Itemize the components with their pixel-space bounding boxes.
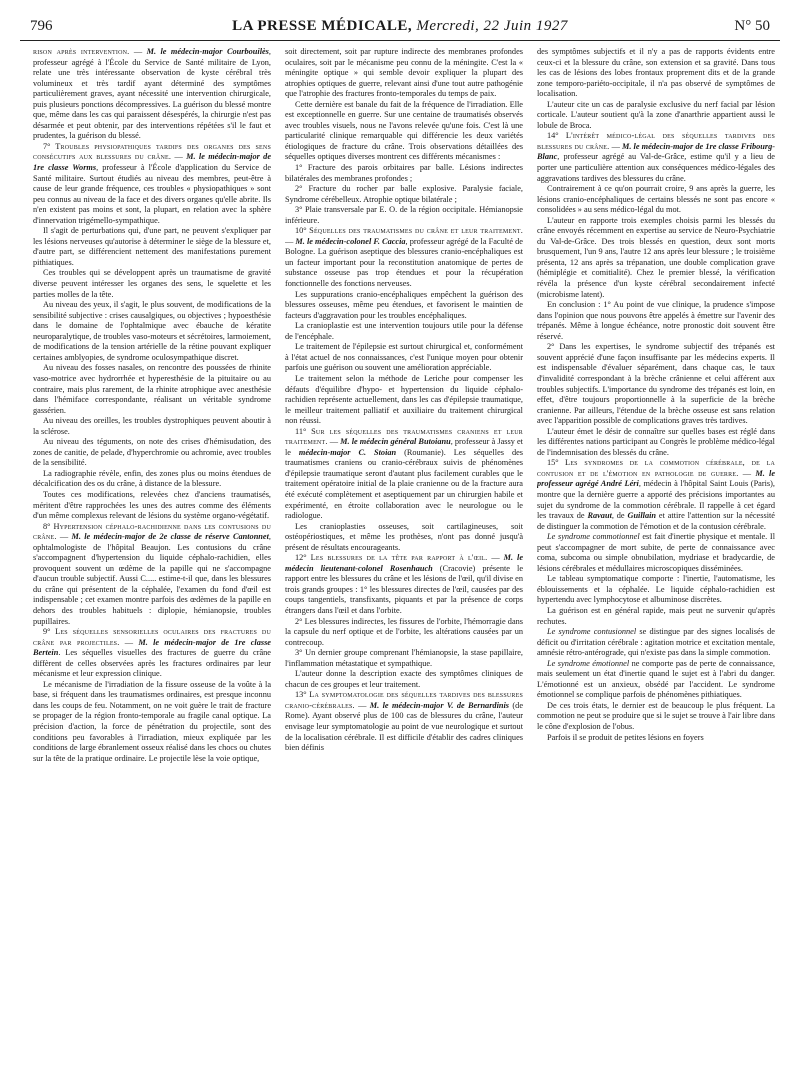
text-run: Les suppurations cranio-encéphaliques empêchent la guérison des blessures osseuses, même peu étendues, et favorisent le maintien de facteurs d'aggravation pour les troubles encéphaliques. — [285, 289, 523, 320]
text-run: 12° — [295, 553, 311, 563]
paragraph — [537, 606, 775, 627]
text-run: Guillain — [627, 511, 657, 521]
paragraph — [537, 300, 775, 342]
publication-name: LA PRESSE MÉDICALE, — [232, 18, 413, 34]
paragraph — [537, 427, 775, 459]
text-run: Au niveau des téguments, on note des crises d'hémisudation, des zones de canitie, de pelade, d'hyperchromie ou achromie, avec troubles de la sensibilité. — [33, 437, 271, 468]
text-run: M. le médecin lieutenant-colonel Rosenhauch — [285, 553, 523, 573]
paragraph — [537, 733, 775, 744]
paragraph — [537, 458, 775, 532]
text-run: Le traitement de l'épilepsie est surtout chirurgical et, conformément à l'état actuel de nos connaissances, c'est l'unique moyen pour obtenir parfois une guérison ou souvent une amélioration appréciable. — [285, 342, 523, 373]
text-run: — — [609, 141, 622, 151]
paragraph — [285, 522, 523, 554]
text-run: Ravaut — [587, 511, 612, 521]
text-run: est fait d'inertie physique et mentale. Il peut s'accompagner de mort subite, de perte de connaissance avec coma, subcoma ou simple obnubilation, mydriase et bradycardie, de lésions cérébrales et médullaires microscopiques disséminées. — [537, 532, 775, 573]
text-run: — — [738, 468, 756, 478]
text-run: Contrairement à ce qu'on pourrait croire, 9 ans après la guerre, les lésions cranio-encéphaliques de certains blessés ne sont pas encore « consolidées » au sens médico-légal du mot. — [537, 184, 775, 215]
text-run: rison après intervention. — [33, 47, 130, 56]
text-run: , professeur agrégé à l'École du Service de Santé militaire de Lyon, relate une très intéressante observation de kyste cérébral très volumineux et très tardif ayant déterminé des symptômes particulièrement graves, ayant nécessité une intervention chirurgicale, puis plusieurs ponctions décompressives. La guérison du blessé montre que, même dans les cas qui paraissent désespérés, la chirurgie n'est pas désarmée et peut obtenir, par des interventions répétées s'il le faut et prudentes, la guérison du blessé. — [33, 47, 271, 141]
text-run: Au niveau des oreilles, les troubles dystrophiques peuvent aboutir à la sclérose. — [33, 416, 271, 436]
text-run: (Cracovie) présente le rapport entre les blessures du crâne et les lésions de l'œil, qu'il divise en trois grands groupes : 1° les blessures directes de l'œil, causées par des coups tangentiels, transfixants, piquants et par la présence de corps étrangers dans l'œil et dans l'orbite. — [285, 563, 523, 615]
paragraph — [33, 363, 271, 416]
text-run: , professeur agrégé au Val-de-Grâce, estime qu'il y a lieu de porter une particulière attention aux conséquences médico-légales des aggravations tardives des blessures du crâne. — [537, 152, 775, 183]
text-run: — — [487, 553, 504, 563]
text-run: M. le médecin-major de 1re classe Bertein — [33, 637, 271, 658]
paragraph — [537, 184, 775, 216]
text-run: soit directement, soit par rupture indirecte des membranes profondes oculaires, soit par le mécanisme peu connu de la méningite. C'est la « méningite optique » qui semble devoir expliquer la plupart des atrophies optiques de guerre, relevant ainsi d'une tout autre pathogénie que l'atrophie des fractures fronto-temporales du temps de paix. — [285, 47, 523, 99]
text-run: Hypertension céphalo-rachidienne dans les contusions du crâne. — [33, 521, 271, 542]
paragraph — [285, 374, 523, 427]
paragraph — [537, 574, 775, 606]
paragraph — [285, 321, 523, 342]
paragraph — [285, 427, 523, 522]
text-run: 3° Plaie transversale par E. O. de la région occipitale. Hémianopsie inférieure. — [285, 205, 523, 225]
text-run: L'intérêt médico-légal des séquelles tardives des blessures du crâne. — [537, 131, 775, 151]
paragraph — [285, 184, 523, 205]
text-run: 3° Un dernier groupe comprenant l'hémianopsie, la stase papillaire, l'inflammation métastatique et sympathique. — [285, 648, 523, 668]
text-run: Les séquelles sensorielles oculaires des fractures du crâne par projectiles. — [33, 627, 271, 647]
text-run: Le syndrome émotionnel — [547, 658, 630, 668]
paragraph — [285, 648, 523, 669]
text-run: . Les séquelles visuelles des fractures de guerre du crâne diffèrent de celles observées après les fractures ordinaires par leur mécanisme et leur expression clinique. — [33, 648, 271, 679]
text-run: , de — [611, 511, 628, 521]
paragraph — [537, 131, 775, 184]
text-run: Troubles physiopathiques tardifs des organes des sens consécutifs aux blessures du crâne. — [33, 141, 271, 162]
paragraph — [33, 142, 271, 226]
text-run: , médecin à l'hôpital Saint Louis (Paris), montre que la dernière guerre a apporté des précisions importantes au sujet du syndrome de la commotion cérébrale. Il rappelle à cet égard les travaux de — [537, 479, 775, 521]
text-run: Les syndromes de la commotion cérébrale, de la contusion et de l'émotion en pathologie de guerre. — [537, 458, 775, 478]
paragraph — [33, 226, 271, 268]
text-run: ne comporte pas de perte de connaissance, mais seulement un état d'inertie quand le sujet est à l'abri du danger. L'émotionné est un anxieux, obsédé par l'accident. Le syndrome émotionnel se complique parfois de phénomènes pithiatiques. — [537, 658, 775, 700]
text-run: Le syndrome contusionnel — [547, 627, 637, 637]
text-run: Cette dernière est banale du fait de la fréquence de l'irradiation. Elle est exceptionnelle en guerre. Sur une centaine de traumatisés observés avec troubles visuels, nous ne l'avons relevée qu'une fois. C'est là une particularité clinique remarquable qui différencie les deux variétés étiologiques de fracture du crâne. Trois observations détaillées des séquelles optiques diverses montrent ces différents mécanismes : — [285, 99, 523, 162]
paragraph — [285, 690, 523, 753]
text-run: En conclusion : 1° Au point de vue clinique, la prudence s'impose dans l'opinion que nous pouvons être appelés à émettre sur l'avenir des trépanés. Même à longue échéance, notre pronostic doit souvent être réservé. — [537, 300, 775, 341]
text-run: La cranioplastie est une intervention toujours utile pour la défense de l'encéphale. — [285, 321, 523, 341]
text-run: Le tableau symptomatique comporte : l'inertie, l'automatisme, les éblouissements et la céphalée. Le liquide céphalo-rachidien est hypertendu avec lymphocytose et albuminose discrètes. — [537, 574, 775, 605]
text-run: Sur les séquelles des traumatismes craniens et leur traitement. — [285, 426, 523, 447]
paragraph — [285, 226, 523, 289]
paragraph — [285, 47, 523, 100]
paragraph — [285, 205, 523, 226]
page-number: 796 — [30, 18, 53, 34]
text-run: La symptomatologie des séquelles tardives des blessures cranio-cérébrales. — [285, 690, 523, 710]
text-columns — [33, 47, 777, 1077]
paragraph — [537, 532, 775, 574]
text-run: 1° Fracture des parois orbitaires par balle. Lésions indirectes bilatérales des membranes profondes ; — [285, 163, 523, 183]
text-run: M. le médecin-major de 1re classe Fribourg-Blanc — [537, 141, 775, 162]
text-run: 11° — [295, 426, 312, 436]
text-run: Le syndrome commotionnel — [547, 532, 640, 542]
issue-date: Mercredi, 22 Juin 1927 — [416, 18, 568, 34]
text-run: La guérison est en général rapide, mais peut ne survenir qu'après rechutes. — [537, 605, 775, 626]
text-run: — — [56, 532, 72, 542]
paragraph — [33, 490, 271, 522]
text-run: M. le médecin-colonel F. Caccia — [295, 236, 406, 246]
text-run: , professeur à l'École d'application du Service de Santé militaire. Surtout étudiés au niveau des membres, peut-être à cause de leur grande fréquence, ces troubles « physiopathiques » sont peu connus au niveau de la face et des divers organes qu'elle abrite. Ils n'en existent pas moins et sont, la plupart, en relation avec la sphère d'innervation trigémello-sympathique. — [33, 163, 271, 225]
text-run: , professeur agrégé de la Faculté de Bologne. La guérison aseptique des blessures cranio-encéphaliques est un facteur important pour la reconstitution anatomique de pertes de substance osseuse pas trop étendues et pour la récupération fonctionnelle des fonctions nerveuses. — [285, 236, 523, 289]
text-run: Il s'agit de perturbations qui, d'une part, ne peuvent s'expliquer par les lésions nerveuses qu'autorise à déterminer le siège de la blessure et, d'autre part, se différencient nettement des manifestations purement pithiatiques. — [33, 226, 271, 267]
text-run: 13° — [295, 690, 310, 700]
text-run: médecin-major C. Stoian — [298, 447, 397, 457]
text-run: (de Rome). Ayant observé plus de 100 cas de blessures du crâne, l'auteur envisage leur symptomatologie au point de vue neurologique et surtout de la localisation cérébrale. Il est difficile d'établir des cadres cliniques bien définis — [285, 700, 523, 753]
text-run: — — [327, 437, 341, 447]
text-run: M. le médecin-major de 2e classe de réserve Cantonnet — [71, 532, 269, 542]
running-title — [20, 18, 780, 35]
text-run: Séquelles des traumatismes du crâne et leur traitement. — [309, 226, 523, 236]
text-run: L'auteur donne la description exacte des symptômes cliniques de chacun de ces groupes et leur traitement. — [285, 669, 523, 689]
text-run: 2° Dans les expertises, le syndrome subjectif des trépanés est souvent apprécié d'une façon insuffisante par les médecins experts. Il est indispensable d'évaluer séparément, dans chaque cas, le taux d'invalidité correspondant à la brèche crânienne et celui afférent aux troubles subjectifs. L'importance du syndrome des trépanés est loin, en effet, d'être toujours proportionnelle à la superficie de la brèche cranienne. Par ailleurs, l'étendue de la brèche osseuse est sans relation avec l'apparition possible de complications graves très tardives. — [537, 342, 775, 426]
paragraph — [285, 290, 523, 322]
paragraph — [33, 47, 271, 142]
text-run: des symptômes subjectifs et il n'y a pas de rapports évidents entre ceux-ci et la blessure du crâne, son extension et sa gravité. Dans tous les cas de lésions des lobes frontaux proprement dits et de la grande zone temporo-pariéto-occipitale, il n'a pas observé de symptômes de localisation. — [537, 47, 775, 99]
text-run: L'auteur cite un cas de paralysie exclusive du nerf facial par lésion corticale. L'auteur soutient qu'à la zone d'anarthrie appartient aussi le lobule de Broca. — [537, 99, 775, 130]
text-run: Au niveau des yeux, il s'agit, le plus souvent, de modifications de la sensibilité subjective : crises causalgiques, ou objectives ; hypoesthésie dans le domaine de l'ophtalmique avec ébauche de kératite neuroparalytique, de troubles vaso-moteurs et sécrétoires, larmoiement, de modifications de la tension artérielle de la rétine pouvant expliquer certaines amblyopies, de syndrome oculosympathique discret. — [33, 300, 271, 362]
text-run: et attire l'attention sur la nécessité de distinguer la commotion de l'émotion et de la contusion cérébrale. — [537, 511, 775, 531]
paragraph — [537, 627, 775, 659]
column-right — [537, 47, 775, 1077]
text-run: De ces trois états, le dernier est de beaucoup le plus fréquent. La commotion ne peut se produire que si le sujet se trouve à l'air libre dans le cône d'explosion de l'obus. — [537, 700, 775, 731]
text-run: Les blessures de la tête par rapport à l'œil. — [310, 553, 488, 563]
text-run: M. le professeur agrégé André Léri — [537, 468, 775, 489]
text-run: — — [129, 47, 147, 56]
text-run: — — [171, 152, 187, 162]
text-run: M. le médecin-major Courbouilès — [146, 47, 269, 56]
paragraph — [33, 437, 271, 469]
text-run: Toutes ces modifications, relevées chez d'anciens traumatisés, méritent d'être rapprochées les unes des autres comme des éléments d'un même complexus relevant de lésions du système organo-végétatif. — [33, 489, 271, 521]
column-middle — [285, 47, 523, 1077]
page-header — [20, 18, 780, 38]
text-run: M. le médecin-major V. de Bernardinis — [369, 700, 510, 710]
paragraph — [285, 342, 523, 374]
paragraph — [285, 669, 523, 690]
text-run: 8° — [43, 521, 54, 531]
paragraph — [33, 416, 271, 437]
paragraph — [33, 522, 271, 627]
text-run: — — [354, 700, 370, 710]
text-run: se distingue par des signes localisés de déficit ou d'irritation cérébrale : agitation motrice et excitation mentale, amnésie rétro-antérograde, qui n'existe pas dans la simple commotion. — [537, 627, 775, 658]
text-run: Le traitement selon la méthode de Leriche pour compenser les défauts d'équilibre d'hypo- et hypertension du liquide céphalo-rachidien représente actuellement, dans les cas d'épilepsie traumatique, le meilleur traitement palliatif et auxiliaire du traitement chirurgical non réussi. — [285, 373, 523, 426]
text-run: , ophtalmologiste de l'hôpital Beaujon. Les contusions du crâne s'accompagnent d'hypertension du liquide céphalo-rachidien, elles provoquent souvent un œdème de la papille qui ne s'accompagne d'aucun trouble subjectif. Aussi C..... estime-t-il que, dans les blessures du crâne qui présentent de la céphalée, l'examen du fond d'œil est indispensable ; cet examen montre parfois des œdèmes de la papille en dehors des troubles habituels : diplopie, hémianopsie, troubles pupillaires. — [33, 532, 271, 626]
paragraph — [33, 680, 271, 764]
text-run: Le mécanisme de l'irradiation de la fissure osseuse de la voûte à la base, si fréquent dans les traumatismes ordinaires, est presque inconnu dans les coups de feu. Notamment, on ne voit guère le trait de fracture se propager de la région fronto-temporale au fragile canal optique. La précision d'action, la force de pénétration du projectile, sont des conditions peu favorables à l'irradiation, mieux expliquée par les conditions de large ébranlement osseux réalisé dans les chocs ou chutes sur la tête de la pratique ordinaire. Le projectile lèse la voie optique, — [33, 679, 271, 763]
column-left — [33, 47, 271, 1077]
text-run: Les cranioplasties osseuses, soit cartilagineuses, soit ostéopériostiques, et même les prothèses, n'ont pas donné jusqu'à présent de résultats encourageants. — [285, 521, 523, 552]
text-run: 15° — [547, 458, 566, 468]
text-run: 2° Fracture du rocher par balle explosive. Paralysie faciale, Syndrome cérébelleux. Atrophie optique bilatérale ; — [285, 184, 523, 204]
paragraph — [537, 342, 775, 426]
text-run: M. le médecin général Butoianu — [340, 437, 451, 447]
text-run: 2° Les blessures indirectes, les fissures de l'orbite, l'hémorragie dans la capsule du nerf optique et de l'orbite, les altérations causées par un contrecoup. — [285, 616, 523, 647]
paragraph — [537, 701, 775, 733]
text-run: , professeur à Jassy et le — [285, 437, 523, 457]
paragraph — [537, 659, 775, 701]
paragraph — [33, 268, 271, 300]
paragraph — [285, 100, 523, 163]
text-run: L'auteur en rapporte trois exemples choisis parmi les blessés du crâne envoyés récemment en expertise au service de Neuro-Psychiatrie du Val-de-Grâce. Des trois blessés en question, deux sont morts brusquement, l'un 9 ans, l'autre 12 ans après leur blessure ; le troisième présenta, 12 ans après sa trépanation, une double complication grave (hémiplégie et comitialité). Chez le premier blessé, la vérification révéla la présence d'un kyste cérébral secondairement infecté (microbisme latent). — [537, 215, 775, 299]
text-run: (Roumanie). Les séquelles des traumatismes craniens ou cranio-cérébraux suivis de phénomènes d'épilepsie traumatique seront d'autant plus facilement curables que le traitement opératoire initial de la plaie cranienne ou de la fracture aura été exécuté complètement et aseptiquement par un chirurgien habile et expérimenté, en étroite collaboration avec le neurologue ou le radiologue. — [285, 447, 523, 521]
text-run: 9° — [43, 627, 56, 637]
text-run: 10° — [295, 226, 310, 236]
text-run: Parfois il se produit de petites lésions en foyers — [547, 732, 704, 742]
text-run: Au niveau des fosses nasales, on rencontre des poussées de rhinite vaso-motrice avec hydrorrhée et hyperesthésie de la pituitaire ou au contraire, mais plus rarement, de la rhinite atrophique avec anesthésie dans l'hémiface correspondante, réalisant un véritable syndrome gassérien. — [33, 363, 271, 415]
paragraph — [537, 47, 775, 100]
paragraph — [537, 216, 775, 300]
header-rule — [20, 40, 780, 41]
text-run: L'auteur émet le désir de connaître sur quelles bases est réglé dans les différentes nations participant au Congrès le problème médico-légal de l'indemnisation des blessés du crâne. — [537, 426, 775, 457]
text-run: 7° — [43, 141, 56, 151]
paragraph — [285, 163, 523, 184]
issue-number: N° 50 — [734, 18, 770, 34]
text-run: — — [119, 637, 139, 647]
paragraph — [33, 627, 271, 680]
paragraph — [33, 300, 271, 363]
text-run: 14° — [547, 131, 566, 141]
paragraph — [285, 617, 523, 649]
paragraph — [33, 469, 271, 490]
paragraph — [537, 100, 775, 132]
text-run: M. le médecin-major de 1re classe Worms — [33, 152, 271, 173]
text-run: Ces troubles qui se développent après un traumatisme de gravité diverse peuvent intéresser les organes des sens, le squelette et les parties molles de la tête. — [33, 268, 271, 299]
text-run: — — [285, 236, 296, 246]
paragraph — [285, 553, 523, 616]
text-run: La radiographie révèle, enfin, des zones plus ou moins étendues de décalcification des os du crâne, à distance de la blessure. — [33, 468, 271, 489]
